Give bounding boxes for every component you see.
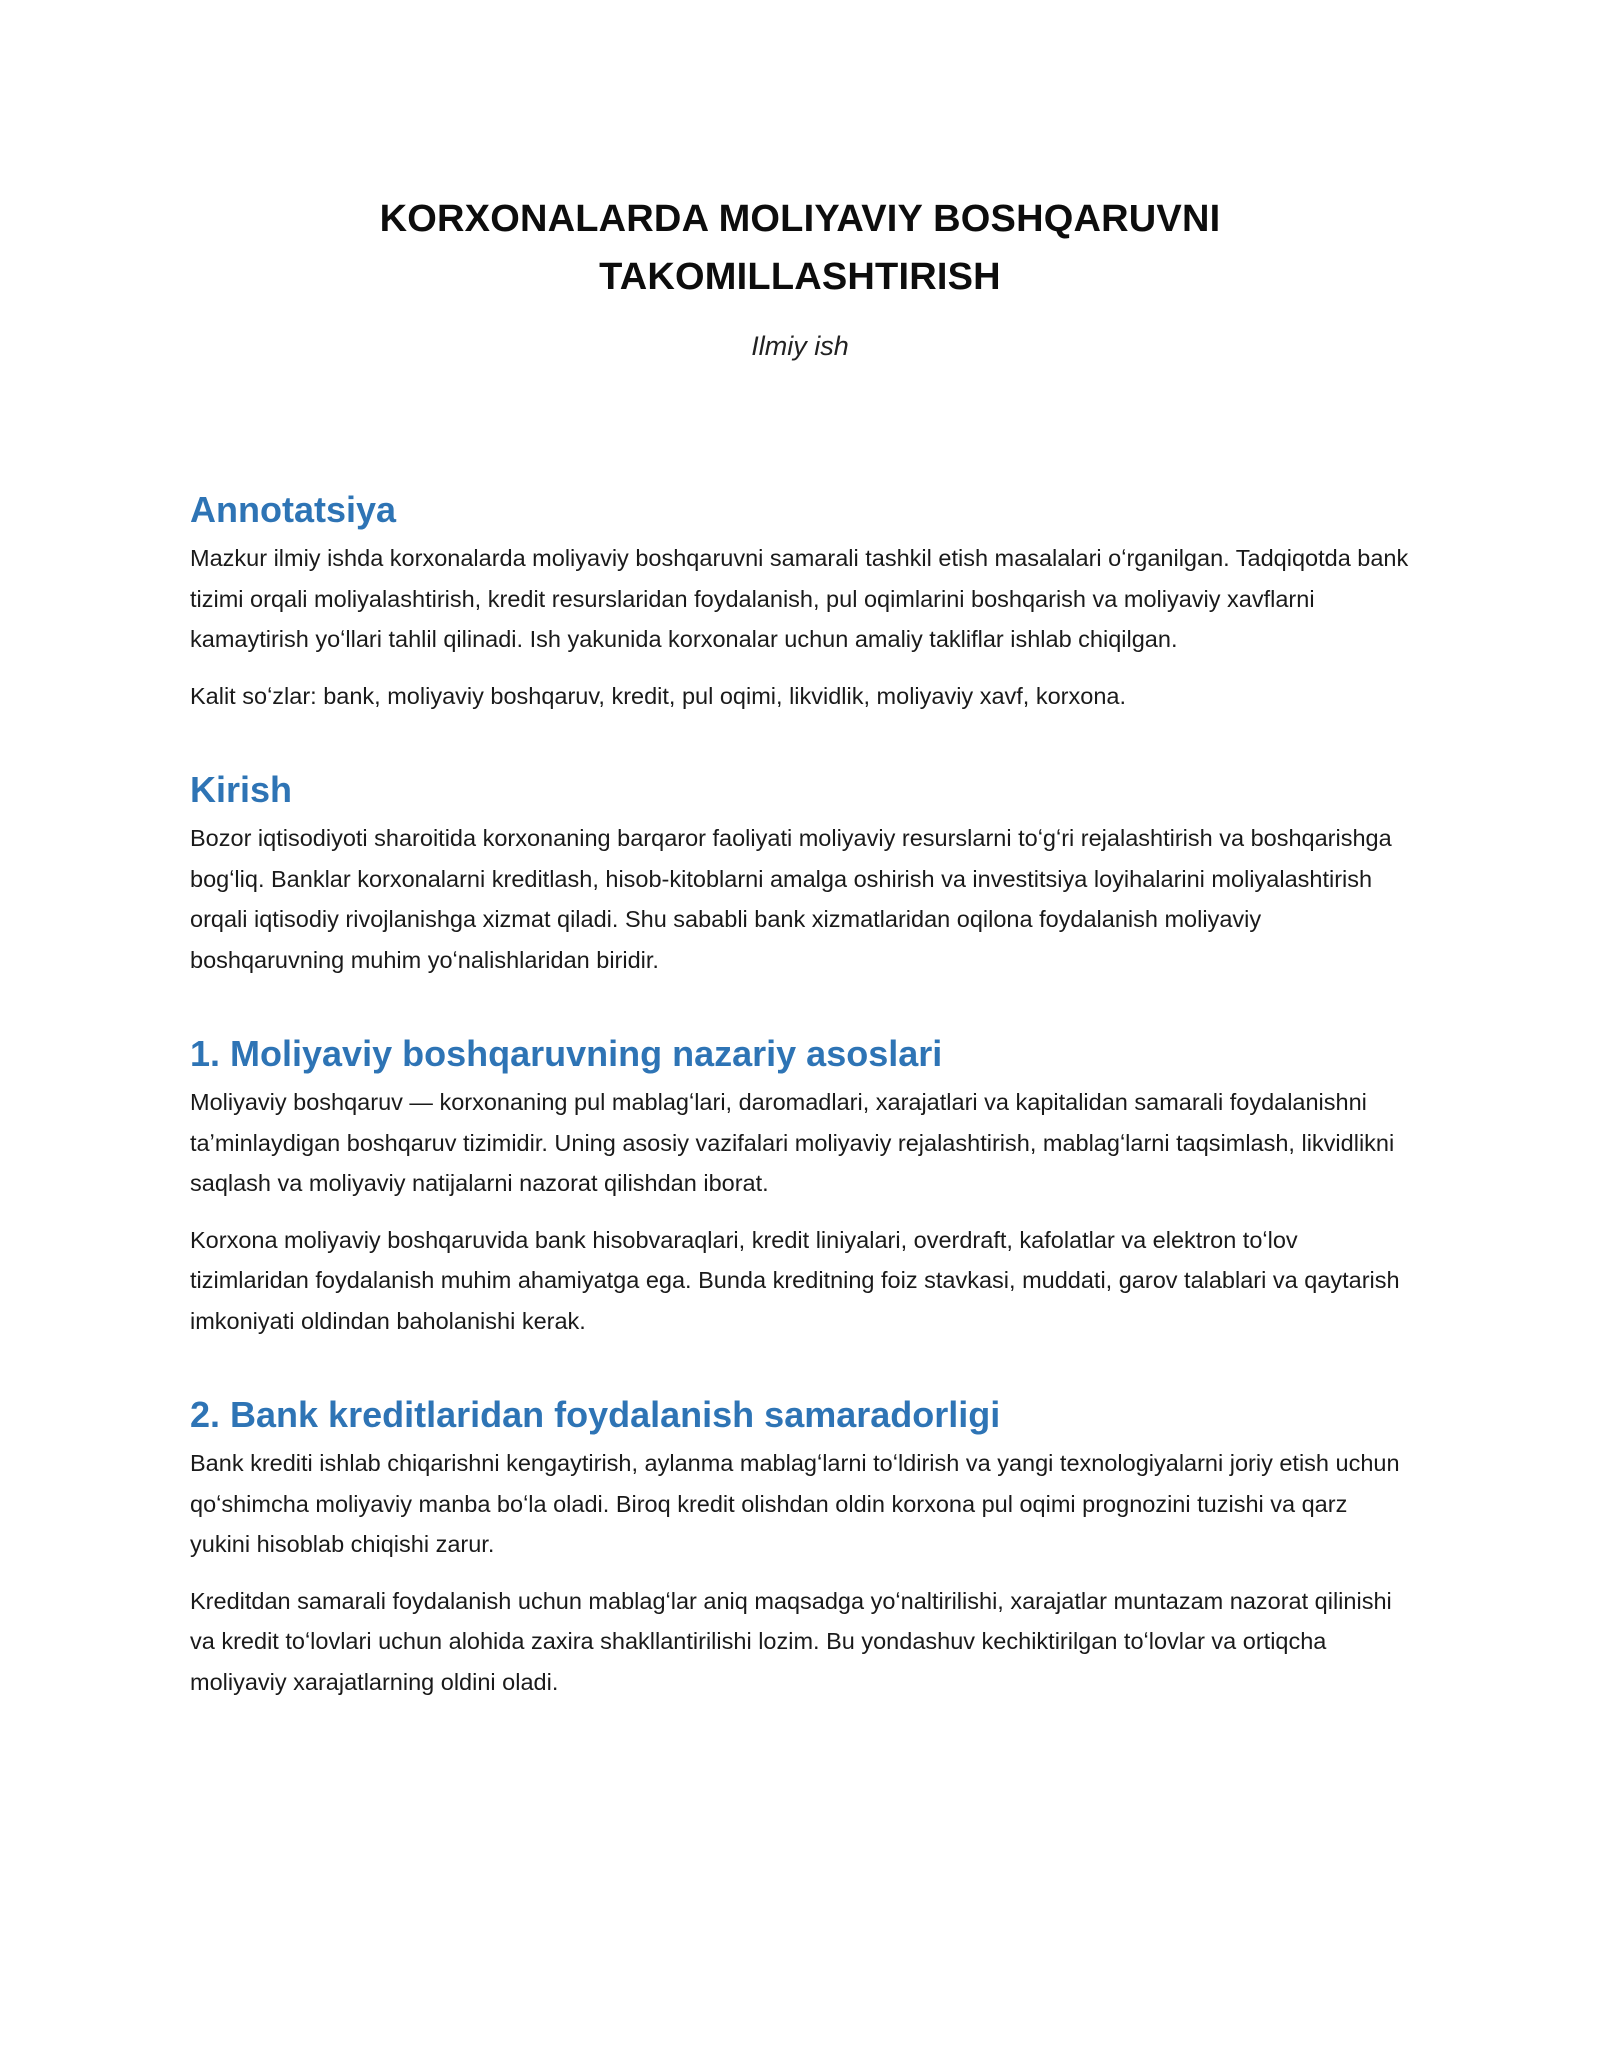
keywords-paragraph: Kalit soʻzlar: bank, moliyaviy boshqaruv, kredit, pul oqimi, likvidlik, moliyaviy xavf, korxona. (190, 682, 1126, 709)
paragraph: Korxona moliyaviy boshqaruvida bank hisobvaraqlari, kredit liniyalari, overdraft, kafolatlar va elektron toʻlov tizimlaridan foydalanish muhim ahamiyatga ega. Bunda kreditning foiz stavkasi, muddati, garov talablari va qaytarish imkoniyati oldindan baholanishi kerak. (190, 1226, 1400, 1334)
paragraph: Bozor iqtisodiyoti sharoitida korxonaning barqaror faoliyati moliyaviy resurslarni toʻgʻri rejalashtirish va boshqarishga bogʻliq. Banklar korxonalarni kreditlash, hisob-kitoblarni amalga oshirish va investitsiya loyihalarini moliyalashtirish orqali iqtisodiy rivojlanishga xizmat qiladi. Shu sababli bank xizmatlaridan oqilona foydalanish moliyaviy boshqaruvning muhim yoʻnalishlaridan biridir. (190, 825, 1392, 973)
section-annotatsiya (190, 488, 1410, 716)
paragraph: Mazkur ilmiy ishda korxonalarda moliyaviy boshqaruvni samarali tashkil etish masalalari oʻrganilgan. Tadqiqotda bank tizimi orqali moliyalashtirish, kredit resurslaridan foydalanish, pul oqimlarini boshqarish va moliyaviy xavflarni kamaytirish yoʻllari tahlil qilinadi. Ish yakunida korxonalar uchun amaliy takliflar ishlab chiqilgan. (190, 545, 1409, 652)
section-heading: 1. Moliyaviy boshqaruvning nazariy asoslari (190, 1033, 943, 1074)
paragraph: Moliyaviy boshqaruv — korxonaning pul mablagʻlari, daromadlari, xarajatlari va kapitalidan samarali foydalanishni taʼminlaydigan boshqaruv tizimidir. Uning asosiy vazifalari moliyaviy rejalashtirish, mablagʻlarni taqsimlash, likvidlikni saqlash va moliyaviy natijalarni nazorat qilishdan iborat. (190, 1089, 1395, 1196)
title-line: TAKOMILLASHTIRISH (599, 256, 1001, 298)
paragraph: Kreditdan samarali foydalanish uchun mablagʻlar aniq maqsadga yoʻnaltirilishi, xarajatlar muntazam nazorat qilinishi va kredit toʻlovlari uchun alohida zaxira shakllantirilishi lozim. Bu yondashuv kechiktirilgan toʻlovlar va ortiqcha moliyaviy xarajatlarning oldini oladi. (190, 1587, 1392, 1695)
paragraph: Bank krediti ishlab chiqarishni kengaytirish, aylanma mablagʻlarni toʻldirish va yangi texnologiyalarni joriy etish uchun qoʻshimcha moliyaviy manba boʻla oladi. Biroq kredit olishdan oldin korxona pul oqimi prognozini tuzishi va qarz yukini hisoblab chiqishi zarur. (190, 1450, 1400, 1557)
section-1-theory (190, 1032, 1410, 1341)
section-kirish (190, 768, 1410, 980)
section-2-credit-efficiency (190, 1393, 1410, 1702)
section-heading: Kirish (190, 769, 293, 810)
document-title (190, 190, 1410, 306)
section-heading: Annotatsiya (190, 489, 397, 530)
section-heading: 2. Bank kreditlaridan foydalanish samaradorligi (190, 1394, 1001, 1435)
title-line: KORXONALARDA MOLIYAVIY BOSHQARUVNI (379, 198, 1221, 240)
document-subtitle: Ilmiy ish (751, 331, 849, 361)
